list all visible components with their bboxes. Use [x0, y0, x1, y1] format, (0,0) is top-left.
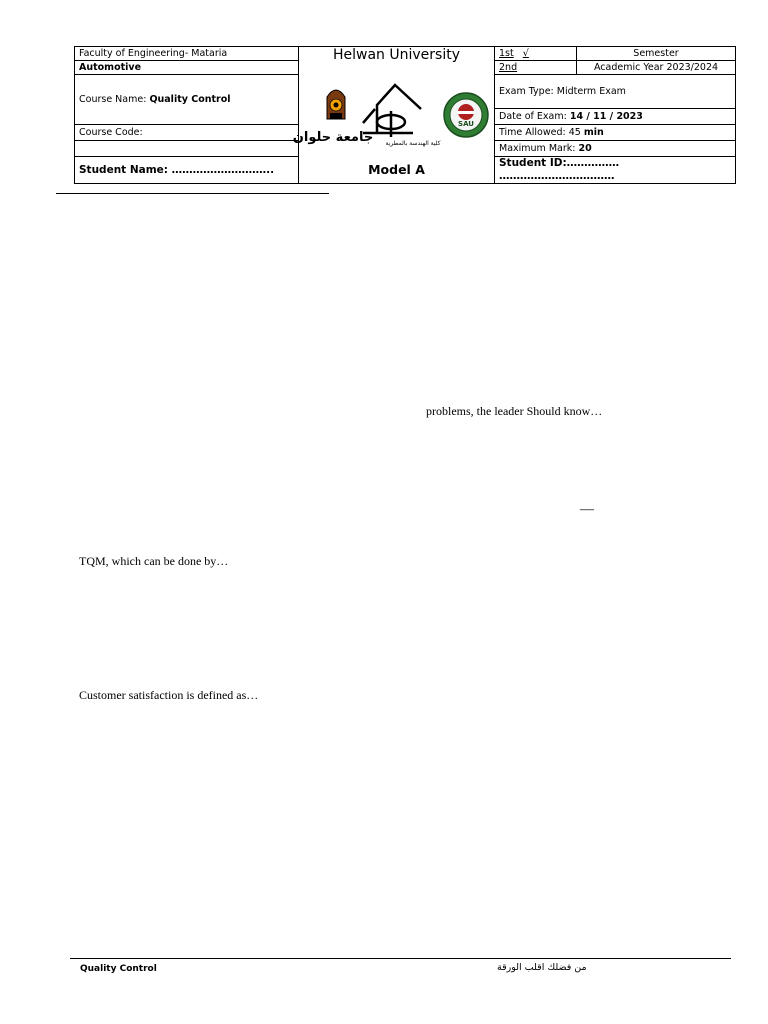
- question-text-3: Customer satisfaction is defined as…: [79, 688, 259, 702]
- course-name-cell: Course Name: Quality Control: [75, 75, 299, 125]
- helwan-emblem: [327, 90, 345, 119]
- maximum-mark: Maximum Mark: 20: [495, 141, 736, 157]
- semester-check: √: [522, 48, 529, 59]
- question-text-2: TQM, which can be done by…: [79, 554, 229, 568]
- academic-year: Academic Year 2023/2024: [577, 61, 736, 75]
- helwan-arabic-logo-text: جامعة حلوان: [292, 129, 374, 145]
- student-id-field[interactable]: Student ID:…………… ……………………………: [495, 157, 736, 184]
- faculty-arabic-logo-text: كلية الهندسة بالمطرية: [385, 139, 441, 147]
- footer-line: [70, 958, 731, 959]
- date-of-exam: Date of Exam: 14 / 11 / 2023: [495, 109, 736, 125]
- student-name-field[interactable]: Student Name: ………………………..: [75, 157, 299, 184]
- logos-cell: [292, 75, 495, 157]
- question-text-1: problems, the leader Should know…: [426, 404, 603, 418]
- footer-course: Quality Control: [80, 964, 157, 974]
- sau-seal-text: SAU: [458, 119, 474, 128]
- semester-label: Semester: [577, 47, 736, 61]
- semester-second: 2nd: [495, 61, 577, 75]
- model-label: Model A: [299, 157, 495, 184]
- empty-cell: [75, 141, 299, 157]
- semester-first: 1st √: [495, 47, 577, 61]
- logos-svg: [292, 75, 499, 157]
- footer-arabic-note: من فضلك اقلب الورقة: [497, 962, 587, 973]
- department-cell: Automotive: [75, 61, 299, 75]
- divider-line: [56, 193, 329, 194]
- sau-seal: [444, 93, 488, 137]
- time-allowed: Time Allowed: 45 min: [495, 125, 736, 141]
- exam-header-table: [74, 46, 736, 184]
- university-name: Helwan University: [299, 47, 495, 75]
- exam-type: Exam Type: Midterm Exam: [495, 75, 736, 109]
- dash-mark: —: [580, 502, 594, 517]
- faculty-cell: Faculty of Engineering- Mataria: [75, 47, 299, 61]
- course-code-cell: Course Code:: [75, 125, 299, 141]
